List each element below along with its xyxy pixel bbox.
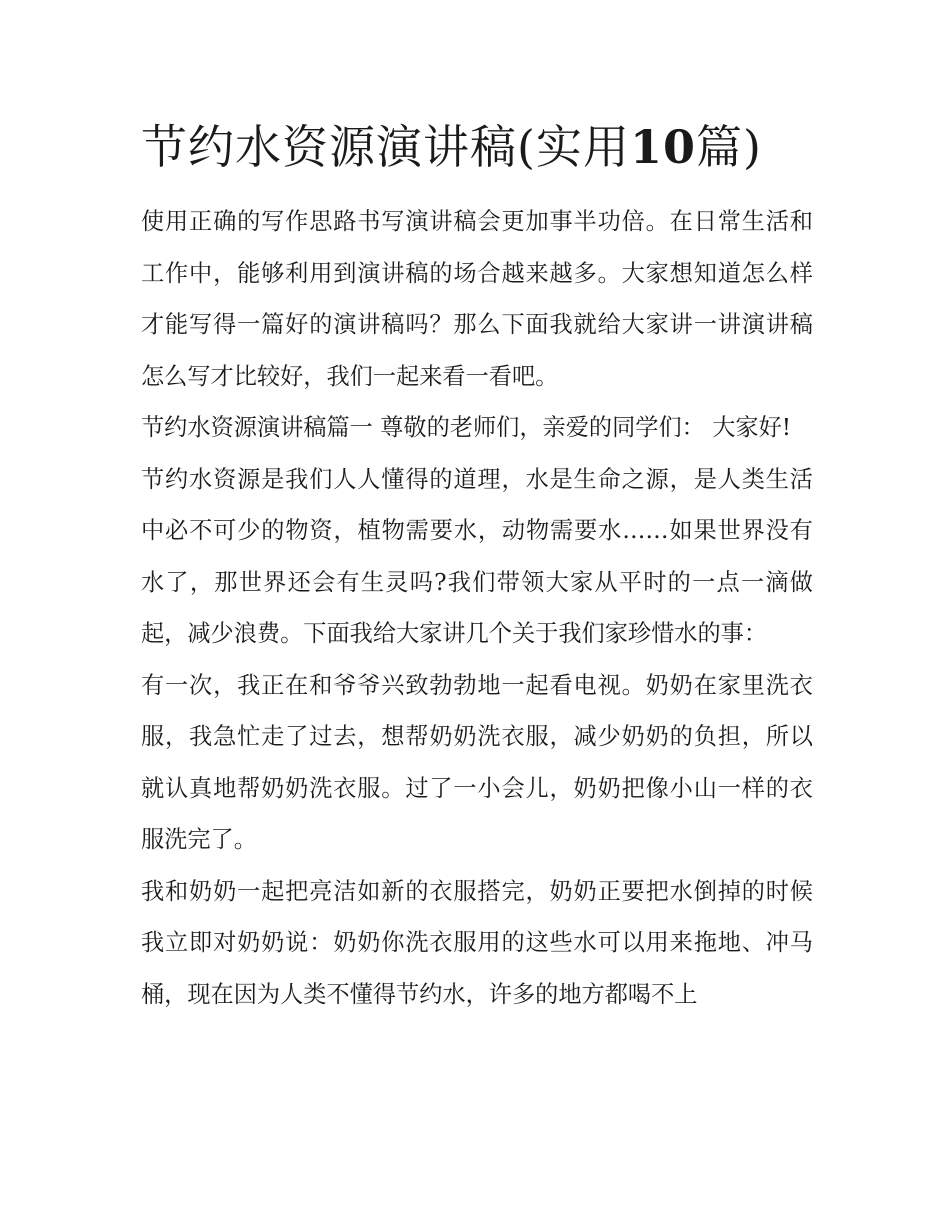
document-content xyxy=(141,112,813,1020)
title-prefix: 节约水资源演讲稿(实用 xyxy=(141,120,630,174)
intro-paragraph: 使用正确的写作思路书写演讲稿会更加事半功倍。在日常生活和工作中，能够利用到演讲稿的场合越来越多。大家想知道怎么样才能写得一篇好的演讲稿吗？那么下面我就给大家讲一讲演讲稿怎么写才比较好，我们一起来看一看吧。 xyxy=(141,208,813,390)
body-paragraph: 我和奶奶一起把亮洁如新的衣服搭完，奶奶正要把水倒掉的时候我立即对奶奶说：奶奶你洗衣服用的这些水可以用来拖地、冲马桶，现在因为人类不懂得节约水，许多的地方都喝不上 xyxy=(141,877,813,1008)
title-number: 10 xyxy=(629,120,696,174)
section-heading-paragraph: 节约水资源演讲稿篇一 尊敬的老师们，亲爱的同学们： 大家好! xyxy=(141,414,792,441)
document-title xyxy=(141,112,813,182)
body-paragraph: 有一次，我正在和爷爷兴致勃勃地一起看电视。奶奶在家里洗衣服，我急忙走了过去，想帮奶奶洗衣服，减少奶奶的负担，所以就认真地帮奶奶洗衣服。过了一小会儿，奶奶把像小山一样的衣服洗完了。 xyxy=(141,671,813,853)
body-paragraph: 节约水资源是我们人人懂得的道理，水是生命之源，是人类生活中必不可少的物资，植物需要水，动物需要水……如果世界没有水了，那世界还会有生灵吗?我们带领大家从平时的一点一滴做起，减少浪费。下面我给大家讲几个关于我们家珍惜水的事： xyxy=(141,465,813,647)
title-suffix: 篇) xyxy=(695,120,762,174)
